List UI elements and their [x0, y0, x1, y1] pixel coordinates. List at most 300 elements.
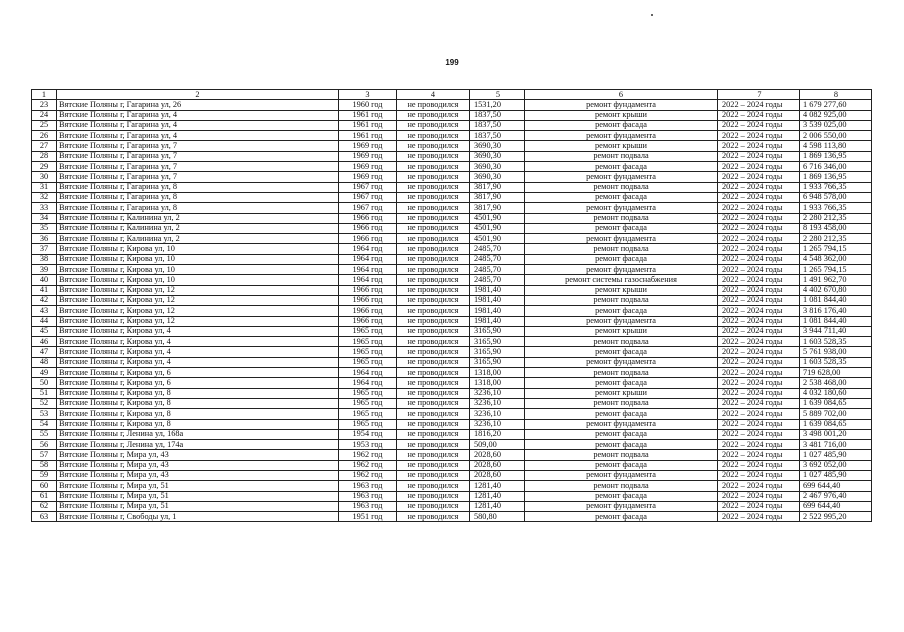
cell-area: 2485,70	[470, 244, 525, 254]
cell-cost: 2 006 550,00	[800, 131, 872, 141]
cell-last-repair: не проводился	[397, 491, 470, 501]
cell-last-repair: не проводился	[397, 285, 470, 295]
cell-cost: 1 265 794,15	[800, 244, 872, 254]
cell-period: 2022 – 2024 годы	[718, 326, 800, 336]
cell-last-repair: не проводился	[397, 368, 470, 378]
cell-address: Вятские Поляны г, Мира ул, 51	[57, 491, 339, 501]
cell-area: 4501,90	[470, 234, 525, 244]
cell-period: 2022 – 2024 годы	[718, 429, 800, 439]
cell-cost: 3 816 176,40	[800, 306, 872, 316]
cell-area: 2028,60	[470, 460, 525, 470]
cell-repair-type: ремонт подвала	[525, 151, 718, 161]
cell-repair-type: ремонт фундамента	[525, 131, 718, 141]
table-row	[32, 470, 872, 480]
cell-last-repair: не проводился	[397, 347, 470, 357]
cell-area: 1281,40	[470, 491, 525, 501]
table-row	[32, 120, 872, 130]
cell-cost: 1 027 485,90	[800, 450, 872, 460]
cell-build-year: 1966 год	[339, 285, 397, 295]
cell-address: Вятские Поляны г, Кирова ул, 12	[57, 285, 339, 295]
cell-area: 3690,30	[470, 141, 525, 151]
cell-cost: 6 716 346,00	[800, 162, 872, 172]
cell-area: 2485,70	[470, 254, 525, 264]
cell-cost: 1 603 528,35	[800, 357, 872, 367]
cell-period: 2022 – 2024 годы	[718, 295, 800, 305]
cell-build-year: 1962 год	[339, 450, 397, 460]
cell-area: 3817,90	[470, 182, 525, 192]
cell-address: Вятские Поляны г, Ленина ул, 168а	[57, 429, 339, 439]
cell-build-year: 1962 год	[339, 470, 397, 480]
cell-build-year: 1964 год	[339, 275, 397, 285]
cell-build-year: 1965 год	[339, 409, 397, 419]
cell-period: 2022 – 2024 годы	[718, 306, 800, 316]
cell-period: 2022 – 2024 годы	[718, 440, 800, 450]
table-row	[32, 357, 872, 367]
cell-area: 3690,30	[470, 151, 525, 161]
cell-cost: 2 538 468,00	[800, 378, 872, 388]
cell-last-repair: не проводился	[397, 213, 470, 223]
cell-repair-type: ремонт фасада	[525, 192, 718, 202]
cell-address: Вятские Поляны г, Гагарина ул, 7	[57, 151, 339, 161]
cell-cost: 1 491 962,70	[800, 275, 872, 285]
cell-row-number: 35	[32, 223, 57, 233]
cell-build-year: 1964 год	[339, 244, 397, 254]
cell-last-repair: не проводился	[397, 306, 470, 316]
cell-build-year: 1965 год	[339, 388, 397, 398]
table-row	[32, 213, 872, 223]
cell-cost: 4 548 362,00	[800, 254, 872, 264]
cell-address: Вятские Поляны г, Гагарина ул, 7	[57, 172, 339, 182]
table-row	[32, 100, 872, 110]
cell-last-repair: не проводился	[397, 378, 470, 388]
cell-area: 2028,60	[470, 470, 525, 480]
cell-build-year: 1966 год	[339, 306, 397, 316]
cell-period: 2022 – 2024 годы	[718, 470, 800, 480]
cell-period: 2022 – 2024 годы	[718, 162, 800, 172]
cell-address: Вятские Поляны г, Кирова ул, 4	[57, 357, 339, 367]
cell-area: 4501,90	[470, 213, 525, 223]
cell-address: Вятские Поляны г, Мира ул, 51	[57, 481, 339, 491]
cell-period: 2022 – 2024 годы	[718, 419, 800, 429]
cell-period: 2022 – 2024 годы	[718, 172, 800, 182]
cell-repair-type: ремонт фасада	[525, 254, 718, 264]
cell-row-number: 48	[32, 357, 57, 367]
cell-build-year: 1969 год	[339, 162, 397, 172]
cell-row-number: 51	[32, 388, 57, 398]
cell-address: Вятские Поляны г, Свободы ул, 1	[57, 512, 339, 522]
cell-period: 2022 – 2024 годы	[718, 378, 800, 388]
cell-row-number: 54	[32, 419, 57, 429]
cell-build-year: 1967 год	[339, 182, 397, 192]
cell-repair-type: ремонт подвала	[525, 450, 718, 460]
cell-period: 2022 – 2024 годы	[718, 409, 800, 419]
table-row	[32, 491, 872, 501]
table-row	[32, 141, 872, 151]
cell-row-number: 25	[32, 120, 57, 130]
cell-period: 2022 – 2024 годы	[718, 223, 800, 233]
cell-period: 2022 – 2024 годы	[718, 398, 800, 408]
cell-address: Вятские Поляны г, Мира ул, 51	[57, 501, 339, 511]
cell-last-repair: не проводился	[397, 100, 470, 110]
cell-period: 2022 – 2024 годы	[718, 120, 800, 130]
cell-build-year: 1966 год	[339, 213, 397, 223]
cell-row-number: 53	[32, 409, 57, 419]
cell-row-number: 28	[32, 151, 57, 161]
cell-period: 2022 – 2024 годы	[718, 234, 800, 244]
cell-address: Вятские Поляны г, Гагарина ул, 26	[57, 100, 339, 110]
cell-row-number: 27	[32, 141, 57, 151]
cell-row-number: 59	[32, 470, 57, 480]
cell-period: 2022 – 2024 годы	[718, 316, 800, 326]
cell-address: Вятские Поляны г, Мира ул, 43	[57, 460, 339, 470]
cell-last-repair: не проводился	[397, 419, 470, 429]
cell-address: Вятские Поляны г, Кирова ул, 6	[57, 368, 339, 378]
cell-last-repair: не проводился	[397, 265, 470, 275]
cell-row-number: 41	[32, 285, 57, 295]
cell-build-year: 1954 год	[339, 429, 397, 439]
table-body	[32, 100, 872, 522]
cell-build-year: 1969 год	[339, 172, 397, 182]
cell-address: Вятские Поляны г, Калинина ул, 2	[57, 213, 339, 223]
cell-address: Вятские Поляны г, Кирова ул, 10	[57, 265, 339, 275]
table-row	[32, 368, 872, 378]
cell-build-year: 1967 год	[339, 203, 397, 213]
cell-last-repair: не проводился	[397, 182, 470, 192]
cell-build-year: 1961 год	[339, 131, 397, 141]
cell-period: 2022 – 2024 годы	[718, 254, 800, 264]
cell-cost: 3 539 025,00	[800, 120, 872, 130]
cell-build-year: 1964 год	[339, 265, 397, 275]
cell-build-year: 1953 год	[339, 440, 397, 450]
cell-row-number: 56	[32, 440, 57, 450]
cell-cost: 2 467 976,40	[800, 491, 872, 501]
column-header-3: 3	[339, 90, 397, 100]
cell-address: Вятские Поляны г, Гагарина ул, 4	[57, 110, 339, 120]
cell-build-year: 1965 год	[339, 337, 397, 347]
table-row	[32, 388, 872, 398]
cell-repair-type: ремонт фасада	[525, 409, 718, 419]
cell-cost: 6 948 578,00	[800, 192, 872, 202]
cell-address: Вятские Поляны г, Гагарина ул, 4	[57, 120, 339, 130]
cell-cost: 1 639 084,65	[800, 398, 872, 408]
cell-period: 2022 – 2024 годы	[718, 182, 800, 192]
cell-repair-type: ремонт крыши	[525, 110, 718, 120]
cell-repair-type: ремонт фундамента	[525, 501, 718, 511]
cell-cost: 1 933 766,35	[800, 203, 872, 213]
table-row	[32, 501, 872, 511]
cell-last-repair: не проводился	[397, 512, 470, 522]
cell-row-number: 42	[32, 295, 57, 305]
cell-row-number: 33	[32, 203, 57, 213]
cell-period: 2022 – 2024 годы	[718, 141, 800, 151]
cell-build-year: 1966 год	[339, 295, 397, 305]
table-row	[32, 275, 872, 285]
cell-cost: 1 027 485,90	[800, 470, 872, 480]
table-row	[32, 326, 872, 336]
cell-repair-type: ремонт системы газоснабжения	[525, 275, 718, 285]
cell-area: 3817,90	[470, 203, 525, 213]
cell-area: 1837,50	[470, 110, 525, 120]
cell-row-number: 24	[32, 110, 57, 120]
cell-build-year: 1969 год	[339, 141, 397, 151]
table-row	[32, 347, 872, 357]
cell-cost: 1 603 528,35	[800, 337, 872, 347]
cell-cost: 2 522 995,20	[800, 512, 872, 522]
cell-area: 2028,60	[470, 450, 525, 460]
cell-period: 2022 – 2024 годы	[718, 100, 800, 110]
cell-period: 2022 – 2024 годы	[718, 244, 800, 254]
cell-address: Вятские Поляны г, Мира ул, 43	[57, 450, 339, 460]
cell-cost: 5 761 938,00	[800, 347, 872, 357]
cell-row-number: 30	[32, 172, 57, 182]
cell-repair-type: ремонт фундамента	[525, 172, 718, 182]
cell-address: Вятские Поляны г, Кирова ул, 12	[57, 306, 339, 316]
cell-last-repair: не проводился	[397, 120, 470, 130]
table-row	[32, 223, 872, 233]
cell-period: 2022 – 2024 годы	[718, 491, 800, 501]
cell-build-year: 1965 год	[339, 419, 397, 429]
cell-row-number: 47	[32, 347, 57, 357]
column-header-5: 5	[470, 90, 525, 100]
cell-build-year: 1965 год	[339, 357, 397, 367]
cell-build-year: 1961 год	[339, 120, 397, 130]
cell-last-repair: не проводился	[397, 470, 470, 480]
cell-last-repair: не проводился	[397, 460, 470, 470]
table-header-row	[32, 90, 872, 100]
cell-build-year: 1965 год	[339, 347, 397, 357]
cell-address: Вятские Поляны г, Мира ул, 43	[57, 470, 339, 480]
cell-address: Вятские Поляны г, Гагарина ул, 7	[57, 141, 339, 151]
cell-repair-type: ремонт крыши	[525, 141, 718, 151]
cell-address: Вятские Поляны г, Гагарина ул, 8	[57, 203, 339, 213]
cell-address: Вятские Поляны г, Гагарина ул, 8	[57, 182, 339, 192]
table-row	[32, 409, 872, 419]
cell-last-repair: не проводился	[397, 141, 470, 151]
cell-address: Вятские Поляны г, Кирова ул, 12	[57, 316, 339, 326]
cell-period: 2022 – 2024 годы	[718, 368, 800, 378]
cell-repair-type: ремонт фундамента	[525, 419, 718, 429]
cell-cost: 1 081 844,40	[800, 316, 872, 326]
cell-period: 2022 – 2024 годы	[718, 110, 800, 120]
cell-period: 2022 – 2024 годы	[718, 512, 800, 522]
cell-repair-type: ремонт подвала	[525, 398, 718, 408]
cell-area: 2485,70	[470, 265, 525, 275]
cell-address: Вятские Поляны г, Гагарина ул, 4	[57, 131, 339, 141]
cell-repair-type: ремонт фасада	[525, 120, 718, 130]
cell-repair-type: ремонт фасада	[525, 460, 718, 470]
cell-address: Вятские Поляны г, Кирова ул, 8	[57, 419, 339, 429]
cell-row-number: 29	[32, 162, 57, 172]
scan-speck	[651, 14, 653, 16]
cell-row-number: 50	[32, 378, 57, 388]
cell-build-year: 1966 год	[339, 234, 397, 244]
cell-row-number: 46	[32, 337, 57, 347]
cell-build-year: 1965 год	[339, 326, 397, 336]
table-row	[32, 182, 872, 192]
cell-period: 2022 – 2024 годы	[718, 275, 800, 285]
cell-cost: 1 679 277,60	[800, 100, 872, 110]
cell-build-year: 1967 год	[339, 192, 397, 202]
cell-row-number: 60	[32, 481, 57, 491]
page-number: 199	[445, 58, 459, 67]
table-row	[32, 172, 872, 182]
cell-repair-type: ремонт фундамента	[525, 470, 718, 480]
cell-area: 1281,40	[470, 481, 525, 491]
cell-last-repair: не проводился	[397, 440, 470, 450]
cell-period: 2022 – 2024 годы	[718, 203, 800, 213]
cell-build-year: 1964 год	[339, 378, 397, 388]
cell-last-repair: не проводился	[397, 254, 470, 264]
column-header-6: 6	[525, 90, 718, 100]
cell-area: 3165,90	[470, 337, 525, 347]
cell-repair-type: ремонт фасада	[525, 306, 718, 316]
cell-area: 1816,20	[470, 429, 525, 439]
cell-cost: 4 402 670,80	[800, 285, 872, 295]
table-row	[32, 316, 872, 326]
cell-cost: 3 944 711,40	[800, 326, 872, 336]
cell-cost: 1 639 084,65	[800, 419, 872, 429]
cell-repair-type: ремонт фасада	[525, 162, 718, 172]
cell-last-repair: не проводился	[397, 172, 470, 182]
table-row	[32, 151, 872, 161]
table-row	[32, 234, 872, 244]
cell-area: 1981,40	[470, 306, 525, 316]
table-row	[32, 419, 872, 429]
cell-row-number: 55	[32, 429, 57, 439]
cell-period: 2022 – 2024 годы	[718, 192, 800, 202]
cell-row-number: 23	[32, 100, 57, 110]
cell-area: 1281,40	[470, 501, 525, 511]
cell-repair-type: ремонт подвала	[525, 295, 718, 305]
cell-period: 2022 – 2024 годы	[718, 481, 800, 491]
table-row	[32, 512, 872, 522]
cell-cost: 1 869 136,95	[800, 172, 872, 182]
cell-repair-type: ремонт фасада	[525, 223, 718, 233]
cell-cost: 1 869 136,95	[800, 151, 872, 161]
cell-last-repair: не проводился	[397, 244, 470, 254]
cell-row-number: 57	[32, 450, 57, 460]
table-row	[32, 110, 872, 120]
cell-build-year: 1951 год	[339, 512, 397, 522]
column-header-1: 1	[32, 90, 57, 100]
cell-repair-type: ремонт подвала	[525, 213, 718, 223]
cell-area: 580,80	[470, 512, 525, 522]
cell-address: Вятские Поляны г, Ленина ул, 174а	[57, 440, 339, 450]
cell-repair-type: ремонт подвала	[525, 481, 718, 491]
cell-area: 1531,20	[470, 100, 525, 110]
cell-address: Вятские Поляны г, Кирова ул, 4	[57, 326, 339, 336]
cell-cost: 1 933 766,35	[800, 182, 872, 192]
cell-last-repair: не проводился	[397, 388, 470, 398]
cell-last-repair: не проводился	[397, 203, 470, 213]
cell-build-year: 1962 год	[339, 460, 397, 470]
cell-area: 4501,90	[470, 223, 525, 233]
cell-build-year: 1966 год	[339, 223, 397, 233]
table-row	[32, 203, 872, 213]
cell-repair-type: ремонт фасада	[525, 378, 718, 388]
cell-area: 3690,30	[470, 162, 525, 172]
cell-cost: 3 692 052,00	[800, 460, 872, 470]
cell-build-year: 1963 год	[339, 501, 397, 511]
cell-area: 1981,40	[470, 316, 525, 326]
cell-row-number: 39	[32, 265, 57, 275]
cell-cost: 3 481 716,00	[800, 440, 872, 450]
cell-repair-type: ремонт фасада	[525, 491, 718, 501]
cell-period: 2022 – 2024 годы	[718, 337, 800, 347]
cell-build-year: 1969 год	[339, 151, 397, 161]
cell-repair-type: ремонт подвала	[525, 244, 718, 254]
cell-build-year: 1960 год	[339, 100, 397, 110]
cell-area: 3236,10	[470, 388, 525, 398]
cell-build-year: 1966 год	[339, 316, 397, 326]
cell-period: 2022 – 2024 годы	[718, 151, 800, 161]
cell-cost: 5 889 702,00	[800, 409, 872, 419]
column-header-8: 8	[800, 90, 872, 100]
cell-last-repair: не проводился	[397, 295, 470, 305]
cell-last-repair: не проводился	[397, 501, 470, 511]
cell-cost: 4 082 925,00	[800, 110, 872, 120]
cell-area: 1837,50	[470, 131, 525, 141]
cell-cost: 4 032 180,60	[800, 388, 872, 398]
cell-last-repair: не проводился	[397, 151, 470, 161]
cell-row-number: 63	[32, 512, 57, 522]
cell-last-repair: не проводился	[397, 223, 470, 233]
cell-last-repair: не проводился	[397, 110, 470, 120]
cell-address: Вятские Поляны г, Кирова ул, 10	[57, 254, 339, 264]
cell-last-repair: не проводился	[397, 429, 470, 439]
cell-cost: 2 280 212,35	[800, 213, 872, 223]
cell-area: 1318,00	[470, 368, 525, 378]
cell-area: 3236,10	[470, 419, 525, 429]
cell-repair-type: ремонт фундамента	[525, 234, 718, 244]
cell-area: 3165,90	[470, 357, 525, 367]
cell-cost: 8 193 458,00	[800, 223, 872, 233]
cell-build-year: 1963 год	[339, 491, 397, 501]
table-row	[32, 450, 872, 460]
cell-address: Вятские Поляны г, Кирова ул, 10	[57, 275, 339, 285]
table-row	[32, 429, 872, 439]
cell-row-number: 52	[32, 398, 57, 408]
cell-address: Вятские Поляны г, Кирова ул, 8	[57, 388, 339, 398]
cell-last-repair: не проводился	[397, 162, 470, 172]
cell-last-repair: не проводился	[397, 409, 470, 419]
cell-address: Вятские Поляны г, Гагарина ул, 7	[57, 162, 339, 172]
table-row	[32, 162, 872, 172]
cell-area: 3236,10	[470, 398, 525, 408]
cell-build-year: 1964 год	[339, 254, 397, 264]
cell-address: Вятские Поляны г, Калинина ул, 2	[57, 234, 339, 244]
cell-build-year: 1963 год	[339, 481, 397, 491]
table-row	[32, 440, 872, 450]
cell-repair-type: ремонт фасада	[525, 440, 718, 450]
table-row	[32, 306, 872, 316]
cell-cost: 719 628,00	[800, 368, 872, 378]
cell-build-year: 1961 год	[339, 110, 397, 120]
cell-last-repair: не проводился	[397, 234, 470, 244]
cell-row-number: 43	[32, 306, 57, 316]
cell-row-number: 61	[32, 491, 57, 501]
cell-period: 2022 – 2024 годы	[718, 131, 800, 141]
cell-repair-type: ремонт крыши	[525, 285, 718, 295]
cell-last-repair: не проводился	[397, 398, 470, 408]
cell-period: 2022 – 2024 годы	[718, 388, 800, 398]
cell-row-number: 36	[32, 234, 57, 244]
cell-area: 1981,40	[470, 285, 525, 295]
cell-period: 2022 – 2024 годы	[718, 460, 800, 470]
cell-row-number: 45	[32, 326, 57, 336]
cell-row-number: 49	[32, 368, 57, 378]
table-row	[32, 398, 872, 408]
